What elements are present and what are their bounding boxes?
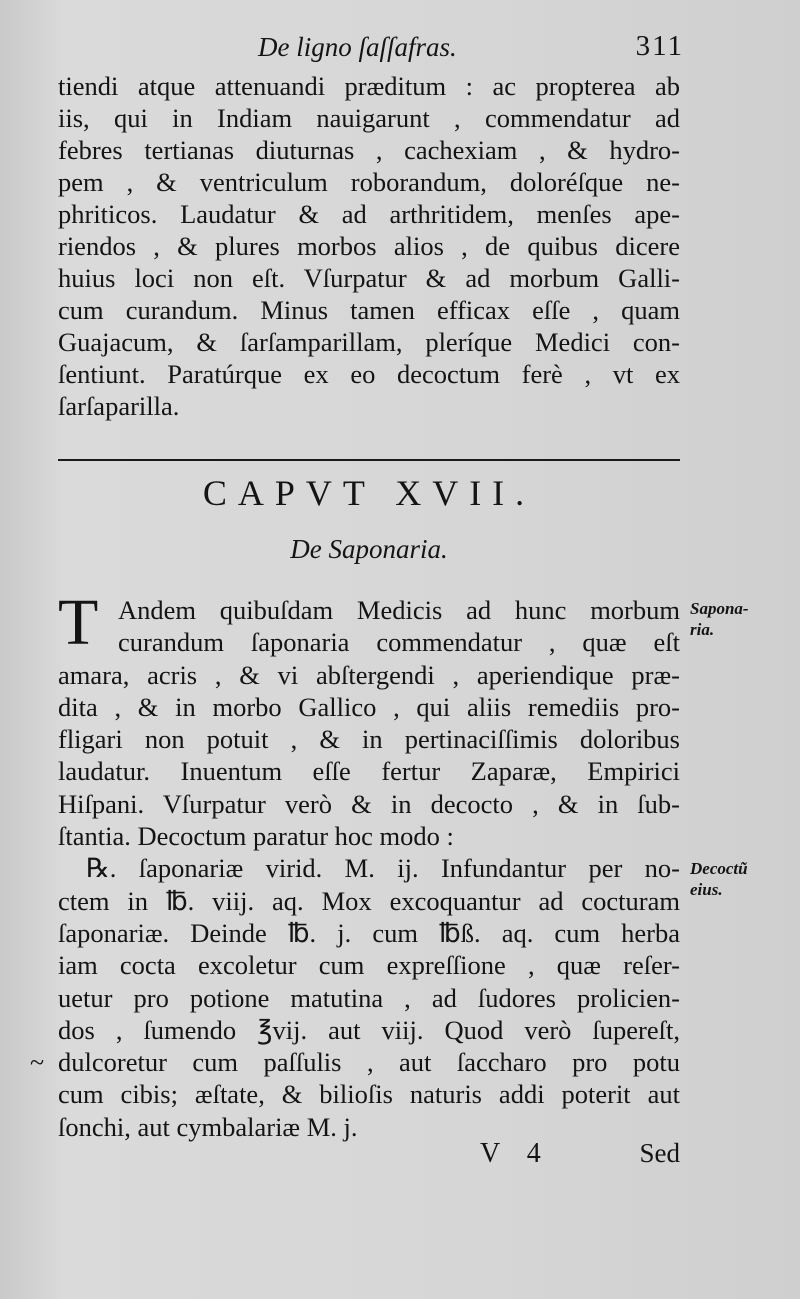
drop-cap: T xyxy=(58,586,99,659)
text-line: ſarſaparilla. xyxy=(58,391,180,421)
text-line: cum cibis; æſtate, & bilioſis naturis addi poterit aut xyxy=(58,1079,680,1110)
page-footer xyxy=(58,1138,680,1178)
running-title: De ligno ſaſſafras. xyxy=(258,32,457,62)
text-line: curandum ſaponaria commendatur , quæ eſt xyxy=(118,627,680,658)
text-line: dos , ſumendo ℥vij. aut viij. Quod verò ſupereſt, xyxy=(58,1014,680,1045)
margin-note-line: Sapona- xyxy=(690,599,749,618)
text-line: pem , & ventriculum roborandum, doloréſque ne- xyxy=(58,167,680,197)
chapter-subtitle: De Saponaria. xyxy=(290,534,448,564)
recipe-line: ℞. ſaponariæ virid. M. ij. Infundantur per no- xyxy=(86,853,680,884)
margin-note-decoctum xyxy=(690,858,748,900)
margin-note-line: eius. xyxy=(690,880,723,899)
text-line: riendos , & plures morbos alios , de quibus dicere xyxy=(58,231,680,261)
text-line: fligari non potuit , & in pertinaciſſimis doloribus xyxy=(58,724,680,755)
catchword: Sed xyxy=(639,1138,680,1168)
text-line: iis, qui in Indiam nauigarunt , commendatur ad xyxy=(58,103,680,133)
margin-note-line: ria. xyxy=(690,620,715,639)
text-line: ſtantia. Decoctum paratur hoc modo : xyxy=(58,821,454,852)
text-line: laudatur. Inuentum eſſe fertur Zaparæ, Empirici xyxy=(58,756,680,787)
page-header xyxy=(58,30,684,70)
text-line: ſaponariæ. Deinde ℔. j. cum ℔ß. aq. cum herba xyxy=(58,917,680,948)
text-line: huius loci non eſt. Vſurpatur & ad morbum Galli- xyxy=(58,263,680,293)
section-divider xyxy=(58,459,680,461)
text-line: Guajacum, & ſarſamparillam, pleríque Medici con- xyxy=(58,327,680,357)
text-line: ctem in ℔. viij. aq. Mox excoquantur ad cocturam xyxy=(58,885,680,916)
chapter-title: CAPVT XVII. xyxy=(202,473,536,513)
text-line: dita , & in morbo Gallico , qui aliis remediis pro- xyxy=(58,691,680,722)
text-line: dulcoretur cum paſſulis , aut ſaccharo pro potu xyxy=(58,1047,680,1078)
signature-mark: V 4 xyxy=(480,1138,551,1169)
text-line: ſentiunt. Paratúrque ex eo decoctum ferè , vt ex xyxy=(58,359,680,389)
text-line: tiendi atque attenuandi præditum : ac propterea ab xyxy=(58,71,680,101)
text-line: uetur pro potione matutina , ad ſudores prolicien- xyxy=(58,982,680,1013)
text-line: febres tertianas diuturnas , cachexiam , & hydro- xyxy=(58,135,680,165)
text-line: ſonchi, aut cymbalariæ M. j. xyxy=(58,1111,358,1142)
handwritten-mark: ~ xyxy=(30,1048,45,1077)
text-line: Andem quibuſdam Medicis ad hunc morbum xyxy=(118,595,680,625)
text-line: iam cocta excoletur cum expreſſione , quæ reſer- xyxy=(58,950,680,981)
text-line: amara, acris , & vi abſtergendi , aperiendique præ- xyxy=(58,659,680,690)
margin-note-saponaria xyxy=(690,598,749,640)
page-number: 311 xyxy=(635,30,684,62)
text-line: cum curandum. Minus tamen efficax eſſe , quam xyxy=(58,295,680,325)
text-line: Hiſpani. Vſurpatur verò & in decocto , & in ſub- xyxy=(58,788,680,819)
paragraph-saponaria xyxy=(58,594,680,1143)
margin-note-line: Decoctũ xyxy=(690,859,748,878)
paragraph-sassafras xyxy=(58,70,680,422)
text-line: phriticos. Laudatur & ad arthritidem, menſes ape- xyxy=(58,199,680,229)
